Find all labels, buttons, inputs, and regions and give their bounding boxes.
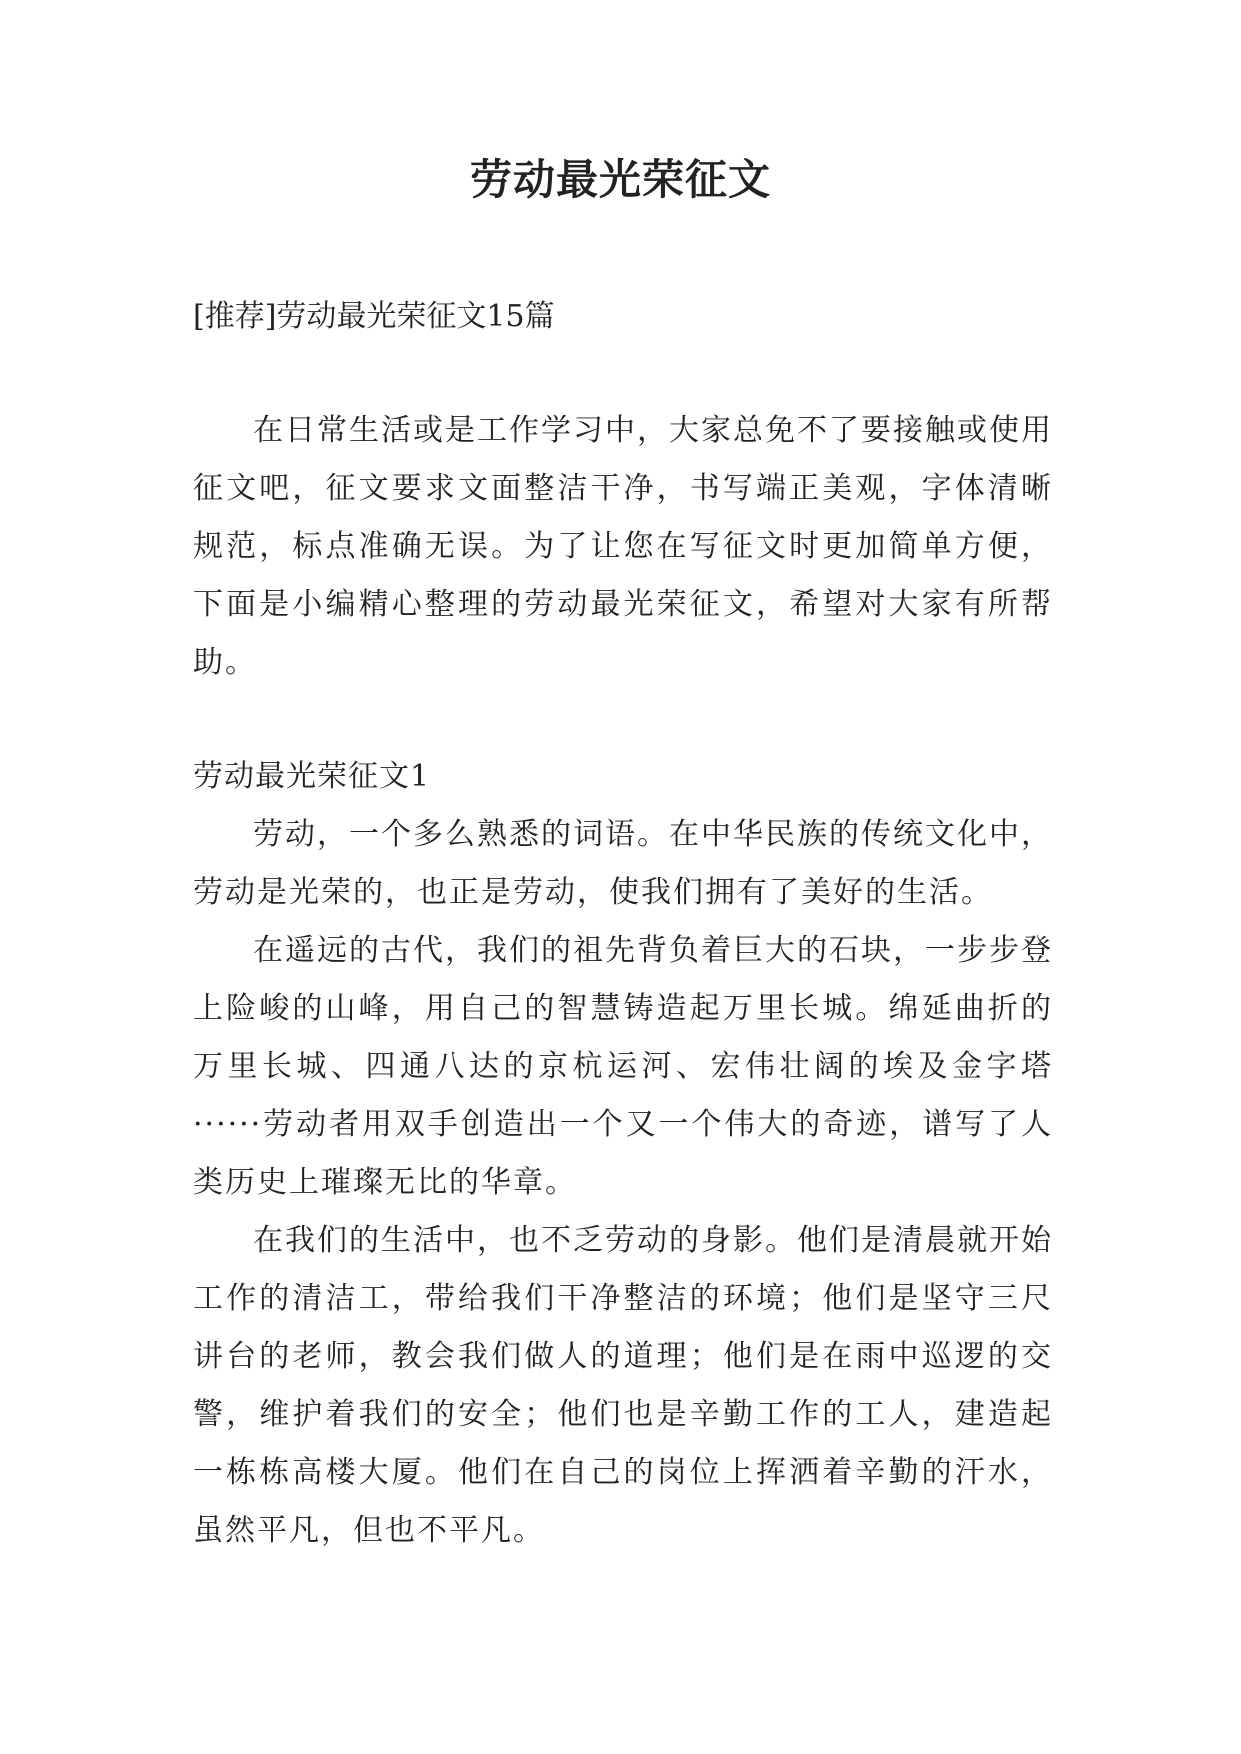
intro-paragraph: 在日常生活或是工作学习中，大家总免不了要接触或使用征文吧，征文要求文面整洁干净，书写端正美观，字体清晰规范，标点准确无误。为了让您在写征文时更加简单方便，下面是小编精心整理的劳动最光荣征文，希望对大家有所帮助。 xyxy=(193,413,1053,680)
spacer xyxy=(193,692,1053,748)
section-heading: 劳动最光荣征文1 xyxy=(193,759,431,794)
document-title: 劳动最光荣征文 xyxy=(469,155,771,204)
document-subtitle: [推荐]劳动最光荣征文15篇 xyxy=(193,299,555,334)
body-paragraph: 在遥远的古代，我们的祖先背负着巨大的石块，一步步登上险峻的山峰，用自己的智慧铸造起万里长城。绵延曲折的万里长城、四通八达的京杭运河、宏伟壮阔的埃及金字塔······劳动者用双手创造出一个又一个伟大的奇迹，谱写了人类历史上璀璨无比的华章。 xyxy=(193,933,1053,1200)
document-body xyxy=(193,288,1053,1560)
body-paragraph: 在我们的生活中，也不乏劳动的身影。他们是清晨就开始工作的清洁工，带给我们干净整洁的环境；他们是坚守三尺讲台的老师，教会我们做人的道理；他们是在雨中巡逻的交警，维护着我们的安全；他们也是辛勤工作的工人，建造起一栋栋高楼大厦。他们在自己的岗位上挥洒着辛勤的汗水，虽然平凡，但也不平凡。 xyxy=(193,1223,1053,1548)
spacer xyxy=(193,346,1053,402)
body-paragraph: 劳动，一个多么熟悉的词语。在中华民族的传统文化中，劳动是光荣的，也正是劳动，使我们拥有了美好的生活。 xyxy=(193,817,1053,910)
